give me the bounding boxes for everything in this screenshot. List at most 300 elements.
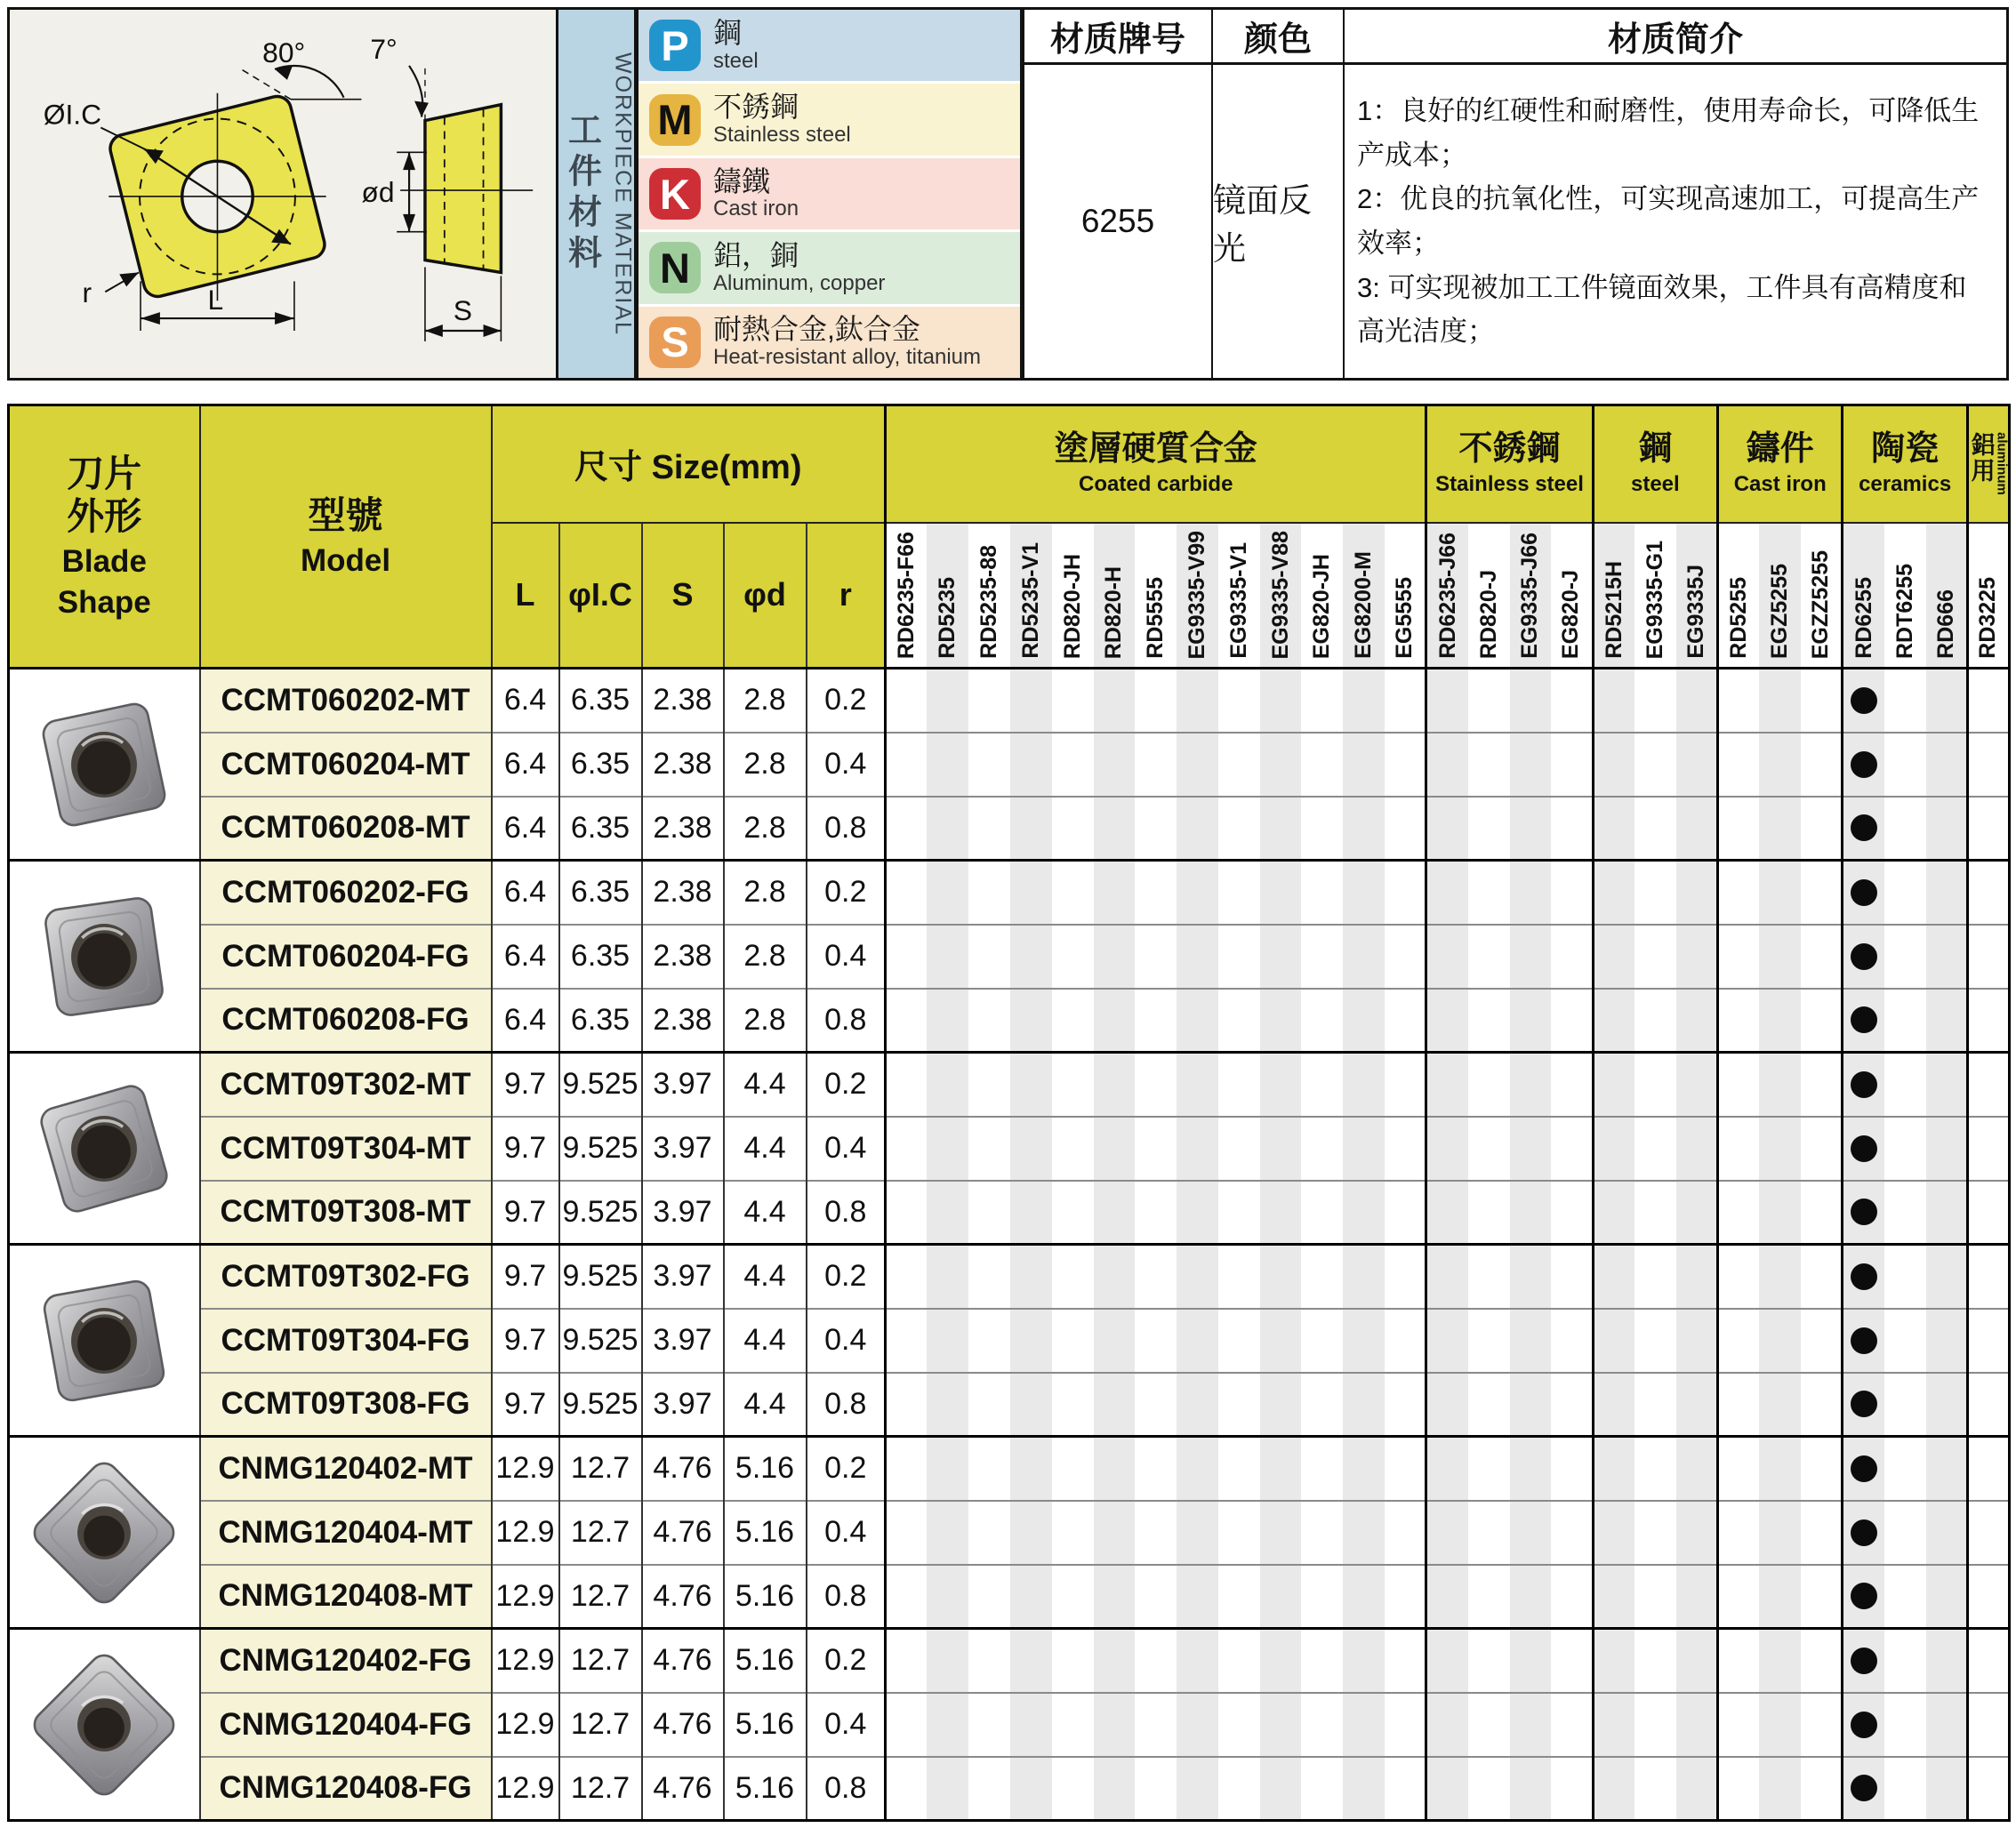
- dim-cell-φd: 2.8: [724, 797, 807, 861]
- grade-cell-RD5235: [927, 925, 968, 989]
- grade-cell-RD6235-J66: [1426, 1245, 1468, 1309]
- model-cell: CNMG120402-MT: [200, 1437, 492, 1501]
- grade-cell-RD6255: [1843, 1245, 1884, 1309]
- grade-group-header-wrap: [1969, 432, 2008, 495]
- grade-cell-EG9335-V99: [1177, 733, 1218, 797]
- material-class-badge-m: M: [649, 94, 701, 146]
- grade-col-label-text: RD820-J: [1475, 569, 1501, 660]
- grade-cell-EG9335-J66: [1510, 1565, 1552, 1629]
- grade-cell-EG8200-M: [1343, 1437, 1385, 1501]
- grade-cell-EG9335-V99: [1177, 861, 1218, 925]
- model-cell: CCMT060202-FG: [200, 861, 492, 925]
- grade-col-label: [1010, 523, 1052, 669]
- grade-cell-EG9335-V88: [1260, 797, 1302, 861]
- dim-cell-φI.C: 6.35: [559, 669, 642, 733]
- grade-cell-EG9335-V88: [1260, 669, 1302, 733]
- dim-cell-r: 0.4: [807, 1693, 886, 1757]
- grade-group-zh: 陶瓷: [1871, 429, 1940, 468]
- grade-cell-RD6235-F66: [886, 1309, 928, 1373]
- grade-cell-RD6235-F66: [886, 1245, 928, 1309]
- dim-cell-φd: 2.8: [724, 733, 807, 797]
- dim-cell-φI.C: 9.525: [559, 1245, 642, 1309]
- grade-cell-RD666: [1926, 1309, 1968, 1373]
- spec-row: [9, 989, 2010, 1053]
- blade-photo-cell: [9, 669, 200, 861]
- grade-cell-RD820-JH: [1052, 1693, 1094, 1757]
- grade-cell-EG9335-J66: [1510, 925, 1552, 989]
- grade-cell-RD6255: [1843, 1693, 1884, 1757]
- grade-cell-RD5215H: [1593, 1629, 1634, 1693]
- blade-photo-cell: [9, 1053, 200, 1245]
- grade-availability-dot: [1851, 1071, 1877, 1098]
- grade-availability-dot: [1851, 1199, 1877, 1225]
- grade-cell-EG9335-V99: [1177, 1629, 1218, 1693]
- grade-cell-EG9335-V99: [1177, 1309, 1218, 1373]
- grade-col-label: [1426, 523, 1468, 669]
- grade-col-label-text: RD820-JH: [1059, 553, 1085, 660]
- dim-cell-L: 9.7: [492, 1309, 559, 1373]
- material-class-en: Stainless steel: [713, 123, 851, 148]
- grade-cell-EG5555: [1385, 1629, 1426, 1693]
- grade-cell-RD5555: [1135, 1757, 1177, 1821]
- spec-row: [9, 925, 2010, 989]
- dim-cell-φd: 4.4: [724, 1373, 807, 1437]
- grade-cell-EGZ5255: [1759, 1053, 1801, 1117]
- grade-cell-EG9335-V1: [1218, 1117, 1260, 1181]
- grade-cell-EG820-J: [1551, 925, 1593, 989]
- material-class-text: [713, 240, 885, 296]
- grade-cell-EGZ5255: [1759, 925, 1801, 989]
- insert-technical-drawing: [7, 7, 558, 381]
- grade-cell-EGZ5255: [1759, 1501, 1801, 1565]
- grade-cell-EG9335J: [1676, 1309, 1718, 1373]
- grade-cell-EG5555: [1385, 1565, 1426, 1629]
- blade-shape-header-en: Blade: [61, 543, 147, 579]
- grade-cell-EGZZ5255: [1801, 925, 1843, 989]
- grade-cell-RD5255: [1718, 733, 1760, 797]
- grade-cell-EG5555: [1385, 1181, 1426, 1245]
- grade-col-label-text: RDT6255: [1892, 564, 1917, 660]
- grade-col-label: [1926, 523, 1968, 669]
- grade-group-en: Cast iron: [1733, 471, 1827, 496]
- grade-cell-RD6235-F66: [886, 989, 928, 1053]
- grade-cell-RD5555: [1135, 1629, 1177, 1693]
- dim-cell-S: 3.97: [642, 1053, 724, 1117]
- grade-cell-RD6255: [1843, 1501, 1884, 1565]
- grade-cell-EG820-JH: [1301, 1565, 1343, 1629]
- dim-cell-L: 12.9: [492, 1501, 559, 1565]
- grade-cell-EG5555: [1385, 669, 1426, 733]
- grade-cell-EGZZ5255: [1801, 1437, 1843, 1501]
- dim-header-r: r: [807, 523, 886, 669]
- grade-cell-EG9335J: [1676, 1757, 1718, 1821]
- dim-cell-r: 0.8: [807, 989, 886, 1053]
- material-class-zh: 鑄鐵: [713, 164, 771, 197]
- grade-col-label: [1967, 523, 2009, 669]
- grade-cell-EG9335-G1: [1634, 1309, 1676, 1373]
- grade-cell-EGZZ5255: [1801, 1309, 1843, 1373]
- grade-cell-RD820-J: [1468, 925, 1510, 989]
- grade-cell-RD5555: [1135, 925, 1177, 989]
- grade-cell-RD5255: [1718, 1309, 1760, 1373]
- grade-cell-RD5235-V1: [1010, 1437, 1052, 1501]
- blade-shape-header-zh: 刀片: [67, 452, 142, 494]
- grade-cell-RD5235-V1: [1010, 1501, 1052, 1565]
- grade-cell-RDT6255: [1884, 1245, 1926, 1309]
- grade-cell-RD6235-J66: [1426, 1629, 1468, 1693]
- grade-cell-RDT6255: [1884, 925, 1926, 989]
- insert-drawing-svg: [10, 10, 556, 378]
- grade-cell-EG9335-V99: [1177, 989, 1218, 1053]
- grade-cell-EG9335-J66: [1510, 1117, 1552, 1181]
- grade-col-label: [1260, 523, 1302, 669]
- grade-cell-EG9335-V99: [1177, 1373, 1218, 1437]
- grade-cell-RD5215H: [1593, 1181, 1634, 1245]
- grade-cell-EG9335-V88: [1260, 1373, 1302, 1437]
- grade-cell-RDT6255: [1884, 733, 1926, 797]
- blade-photo-cell: [9, 861, 200, 1053]
- grade-cell-EG9335-V1: [1218, 1309, 1260, 1373]
- grade-cell-RD5235-88: [968, 733, 1010, 797]
- grade-cell-EG820-J: [1551, 1245, 1593, 1309]
- grade-cell-EG9335J: [1676, 925, 1718, 989]
- grade-cell-EG9335-V88: [1260, 1437, 1302, 1501]
- dim-cell-φd: 2.8: [724, 669, 807, 733]
- grade-cell-EGZ5255: [1759, 1629, 1801, 1693]
- grade-cell-RDT6255: [1884, 1309, 1926, 1373]
- grade-group-header-1: [886, 405, 1426, 523]
- grade-col-label: [1385, 523, 1426, 669]
- dim-cell-φd: 2.8: [724, 925, 807, 989]
- blade-shape-header-en: Shape: [57, 584, 151, 620]
- spec-row: [9, 861, 2010, 925]
- grade-col-label-text: EG820-J: [1558, 569, 1584, 660]
- grade-cell-EG8200-M: [1343, 925, 1385, 989]
- grade-cell-RD5235-88: [968, 925, 1010, 989]
- grade-col-label-text: RD5235-88: [976, 545, 1001, 660]
- grade-cell-RD820-H: [1094, 989, 1136, 1053]
- grade-col-label-text: RD3225: [1975, 577, 2001, 660]
- grade-cell-RD5235: [927, 797, 968, 861]
- dim-cell-r: 0.4: [807, 1309, 886, 1373]
- spec-row: [9, 1309, 2010, 1373]
- grade-cell-RD5215H: [1593, 1373, 1634, 1437]
- grade-cell-RD3225: [1967, 1309, 2009, 1373]
- spec-row: [9, 1437, 2010, 1501]
- grade-cell-EG9335-V88: [1260, 1757, 1302, 1821]
- dim-cell-r: 0.8: [807, 1181, 886, 1245]
- grade-cell-EG9335J: [1676, 1437, 1718, 1501]
- grade-col-label: [927, 523, 968, 669]
- grade-cell-RD5235-V1: [1010, 1245, 1052, 1309]
- grade-col-label: [1676, 523, 1718, 669]
- model-cell: CCMT09T302-FG: [200, 1245, 492, 1309]
- grade-cell-RD5215H: [1593, 989, 1634, 1053]
- grade-cell-RDT6255: [1884, 1053, 1926, 1117]
- model-cell: CNMG120404-MT: [200, 1501, 492, 1565]
- grade-cell-EGZ5255: [1759, 1757, 1801, 1821]
- grade-cell-RD5235-V1: [1010, 1373, 1052, 1437]
- grade-col-label: [1759, 523, 1801, 669]
- grade-cell-EG9335-V99: [1177, 1693, 1218, 1757]
- material-class-row-m: [639, 81, 1020, 155]
- grade-cell-RDT6255: [1884, 1117, 1926, 1181]
- grade-cell-RD820-J: [1468, 669, 1510, 733]
- grade-cell-RD6235-J66: [1426, 733, 1468, 797]
- grade-cell-RD6235-F66: [886, 1629, 928, 1693]
- grade-cell-EGZ5255: [1759, 1437, 1801, 1501]
- grade-cell-RD5235: [927, 733, 968, 797]
- grade-cell-RD5235: [927, 1629, 968, 1693]
- grade-availability-dot: [1851, 943, 1877, 970]
- grade-col-label: [1052, 523, 1094, 669]
- model-cell: CCMT09T304-FG: [200, 1309, 492, 1373]
- grade-col-label: [1510, 523, 1552, 669]
- grade-cell-RD820-H: [1094, 1629, 1136, 1693]
- grade-cell-EG820-J: [1551, 1181, 1593, 1245]
- grade-cell-RD6235-J66: [1426, 1373, 1468, 1437]
- grade-cell-RD5215H: [1593, 925, 1634, 989]
- grade-cell-RD666: [1926, 1501, 1968, 1565]
- grade-cell-RD6235-F66: [886, 669, 928, 733]
- dim-cell-φI.C: 9.525: [559, 1117, 642, 1181]
- spec-row: [9, 1117, 2010, 1181]
- dim-cell-φd: 4.4: [724, 1309, 807, 1373]
- grade-cell-RD6235-J66: [1426, 1565, 1468, 1629]
- color-value: 镜面反光: [1213, 65, 1345, 378]
- workpiece-material-en: WORKPIECE MATERIAL: [610, 52, 636, 336]
- model-cell: CCMT060208-FG: [200, 989, 492, 1053]
- grade-cell-RD820-H: [1094, 797, 1136, 861]
- grade-cell-RD5255: [1718, 1373, 1760, 1437]
- grade-cell-RD666: [1926, 1629, 1968, 1693]
- dim-cell-φI.C: 12.7: [559, 1501, 642, 1565]
- grade-cell-RD820-J: [1468, 797, 1510, 861]
- grade-cell-EG9335-G1: [1634, 1053, 1676, 1117]
- grade-cell-RD5235: [927, 989, 968, 1053]
- grade-availability-dot: [1851, 687, 1877, 714]
- dim-cell-S: 2.38: [642, 669, 724, 733]
- grade-cell-RD5235-88: [968, 669, 1010, 733]
- grade-cell-EG9335-J66: [1510, 1437, 1552, 1501]
- material-class-zh: 不銹鋼: [713, 91, 799, 124]
- grade-group-zh: 塗層硬質合金: [1054, 429, 1257, 468]
- dim-cell-r: 0.8: [807, 1565, 886, 1629]
- grade-cell-EG9335J: [1676, 861, 1718, 925]
- grade-col-label: [1551, 523, 1593, 669]
- label-inscribed-circle: ØI.C: [43, 98, 102, 131]
- grade-col-label-text: RD6235-J66: [1434, 533, 1460, 660]
- grade-cell-EG8200-M: [1343, 797, 1385, 861]
- grade-cell-RD820-J: [1468, 1501, 1510, 1565]
- dim-cell-φd: 5.16: [724, 1565, 807, 1629]
- grade-cell-EG9335-G1: [1634, 1245, 1676, 1309]
- grade-cell-RD6235-F66: [886, 1437, 928, 1501]
- grade-cell-RD3225: [1967, 797, 2009, 861]
- grade-cell-EG9335-V1: [1218, 669, 1260, 733]
- grade-cell-EG820-JH: [1301, 1373, 1343, 1437]
- grade-cell-RD5235-V1: [1010, 1757, 1052, 1821]
- grade-cell-EG5555: [1385, 1437, 1426, 1501]
- grade-cell-EG820-J: [1551, 797, 1593, 861]
- grade-cell-RD820-JH: [1052, 1373, 1094, 1437]
- grade-cell-RDT6255: [1884, 861, 1926, 925]
- dim-cell-r: 0.4: [807, 1117, 886, 1181]
- grade-cell-EG9335-J66: [1510, 861, 1552, 925]
- grade-cell-EG9335-V88: [1260, 1245, 1302, 1309]
- grade-col-label: [1301, 523, 1343, 669]
- grade-cell-EG820-JH: [1301, 1181, 1343, 1245]
- top-section: [7, 7, 2009, 381]
- grade-cell-EG820-J: [1551, 1373, 1593, 1437]
- dim-cell-r: 0.2: [807, 861, 886, 925]
- grade-cell-RD666: [1926, 733, 1968, 797]
- grade-cell-RD666: [1926, 1757, 1968, 1821]
- grade-cell-EGZZ5255: [1801, 1565, 1843, 1629]
- grade-cell-EG9335-V88: [1260, 1309, 1302, 1373]
- grade-cell-RD5255: [1718, 989, 1760, 1053]
- grade-cell-RD820-JH: [1052, 1181, 1094, 1245]
- dim-cell-L: 6.4: [492, 861, 559, 925]
- spec-row: [9, 1053, 2010, 1117]
- dim-cell-φd: 2.8: [724, 989, 807, 1053]
- grade-col-label: [1177, 523, 1218, 669]
- grade-cell-RD820-JH: [1052, 1245, 1094, 1309]
- grade-cell-RD820-H: [1094, 1245, 1136, 1309]
- material-class-list: [637, 7, 1023, 381]
- grade-cell-RD5235-V1: [1010, 669, 1052, 733]
- grade-cell-EG9335-V1: [1218, 989, 1260, 1053]
- workpiece-material-strip: [558, 7, 637, 381]
- dim-cell-S: 3.97: [642, 1117, 724, 1181]
- grade-cell-RD5235-V1: [1010, 861, 1052, 925]
- grade-cell-RD5215H: [1593, 1309, 1634, 1373]
- grade-cell-EG820-JH: [1301, 1117, 1343, 1181]
- dim-cell-S: 3.97: [642, 1309, 724, 1373]
- grade-cell-EG820-J: [1551, 1757, 1593, 1821]
- material-class-zh: 鋼: [713, 16, 743, 49]
- grade-cell-RD820-H: [1094, 861, 1136, 925]
- grade-cell-RD5555: [1135, 1437, 1177, 1501]
- grade-cell-RD6255: [1843, 669, 1884, 733]
- grade-cell-RD5235-88: [968, 1501, 1010, 1565]
- grade-cell-EG9335-V1: [1218, 1693, 1260, 1757]
- grade-cell-RD6255: [1843, 1437, 1884, 1501]
- grade-cell-RD6235-F66: [886, 797, 928, 861]
- grade-availability-dot: [1851, 1583, 1877, 1609]
- grade-col-label: [886, 523, 928, 669]
- blade-photo-cell: [9, 1245, 200, 1437]
- grade-availability-dot: [1851, 1006, 1877, 1033]
- grade-cell-EG8200-M: [1343, 989, 1385, 1053]
- grade-cell-EG9335-V88: [1260, 1501, 1302, 1565]
- grade-col-label-text: RD6255: [1851, 577, 1876, 660]
- grade-cell-RD6235-J66: [1426, 1693, 1468, 1757]
- grade-cell-RD5235-V1: [1010, 1565, 1052, 1629]
- color-header: 颜色: [1213, 10, 1345, 65]
- grade-cell-RDT6255: [1884, 797, 1926, 861]
- grade-cell-RD820-JH: [1052, 1053, 1094, 1117]
- grade-cell-EG9335-G1: [1634, 861, 1676, 925]
- grade-cell-EG9335J: [1676, 1565, 1718, 1629]
- model-cell: CNMG120402-FG: [200, 1629, 492, 1693]
- grade-cell-RD5215H: [1593, 1693, 1634, 1757]
- grade-cell-EG9335-V99: [1177, 1757, 1218, 1821]
- grade-cell-RD5235-V1: [1010, 797, 1052, 861]
- model-cell: CCMT060204-FG: [200, 925, 492, 989]
- grade-cell-RD5255: [1718, 1501, 1760, 1565]
- grade-availability-dot: [1851, 1263, 1877, 1290]
- grade-cell-RD5235-V1: [1010, 1309, 1052, 1373]
- dim-cell-S: 2.38: [642, 989, 724, 1053]
- grade-cell-EGZZ5255: [1801, 1117, 1843, 1181]
- grade-cell-RD6255: [1843, 1309, 1884, 1373]
- grade-cell-RD5235-88: [968, 1437, 1010, 1501]
- grade-cell-EGZZ5255: [1801, 1629, 1843, 1693]
- grade-cell-EG9335-V99: [1177, 797, 1218, 861]
- grade-cell-RD820-JH: [1052, 669, 1094, 733]
- material-class-badge-n: N: [649, 242, 701, 293]
- grade-col-label-text: EG9335-V1: [1225, 542, 1251, 660]
- grade-cell-RD820-H: [1094, 1437, 1136, 1501]
- grade-col-label: [1218, 523, 1260, 669]
- grade-cell-RD6235-J66: [1426, 1117, 1468, 1181]
- grade-col-label-text: RD5235-V1: [1017, 542, 1043, 660]
- grade-cell-EG5555: [1385, 1053, 1426, 1117]
- grade-cell-EGZ5255: [1759, 1373, 1801, 1437]
- grade-col-label: [968, 523, 1010, 669]
- dim-cell-φd: 5.16: [724, 1629, 807, 1693]
- grade-col-label-text: RD820-H: [1101, 565, 1127, 660]
- material-class-text: [713, 92, 851, 148]
- grade-cell-EG5555: [1385, 861, 1426, 925]
- insert-photo: [26, 1258, 182, 1423]
- grade-cell-EG9335-V1: [1218, 1245, 1260, 1309]
- grade-cell-RD5235: [927, 1501, 968, 1565]
- grade-cell-EG820-J: [1551, 1309, 1593, 1373]
- grade-cell-RD6235-J66: [1426, 1309, 1468, 1373]
- dim-cell-L: 6.4: [492, 733, 559, 797]
- grade-intro-line-1: 1：良好的红硬性和耐磨性，使用寿命长，可降低生产成本；: [1357, 95, 1980, 171]
- grade-cell-EG9335-J66: [1510, 1629, 1552, 1693]
- grade-cell-EG820-JH: [1301, 733, 1343, 797]
- grade-col-label-text: RD6235-F66: [894, 531, 920, 660]
- dim-cell-L: 9.7: [492, 1053, 559, 1117]
- grade-cell-RD820-H: [1094, 1053, 1136, 1117]
- grade-cell-RD820-J: [1468, 861, 1510, 925]
- grade-group-header-4: [1718, 405, 1843, 523]
- grade-cell-RD3225: [1967, 1437, 2009, 1501]
- grade-cell-RD5235-88: [968, 1053, 1010, 1117]
- grade-group-en: ceramics: [1859, 471, 1952, 496]
- grade-cell-EG9335-V88: [1260, 1565, 1302, 1629]
- grade-cell-RD5215H: [1593, 733, 1634, 797]
- model-cell: CCMT09T304-MT: [200, 1117, 492, 1181]
- grade-cell-RD820-JH: [1052, 1629, 1094, 1693]
- material-class-text: [713, 314, 981, 370]
- grade-cell-RD3225: [1967, 861, 2009, 925]
- grade-cell-RD5215H: [1593, 1437, 1634, 1501]
- grade-col-label-text: RD5235: [935, 577, 960, 660]
- grade-info-table: [1023, 7, 2009, 381]
- material-class-text: [713, 166, 799, 222]
- grade-col-label-text: RD666: [1932, 589, 1958, 660]
- grade-cell-RD5235-88: [968, 1693, 1010, 1757]
- dim-header-L: L: [492, 523, 559, 669]
- grade-cell-EG9335-G1: [1634, 1629, 1676, 1693]
- grade-cell-RD6255: [1843, 1629, 1884, 1693]
- grade-col-label-text: EGZ5255: [1767, 564, 1793, 660]
